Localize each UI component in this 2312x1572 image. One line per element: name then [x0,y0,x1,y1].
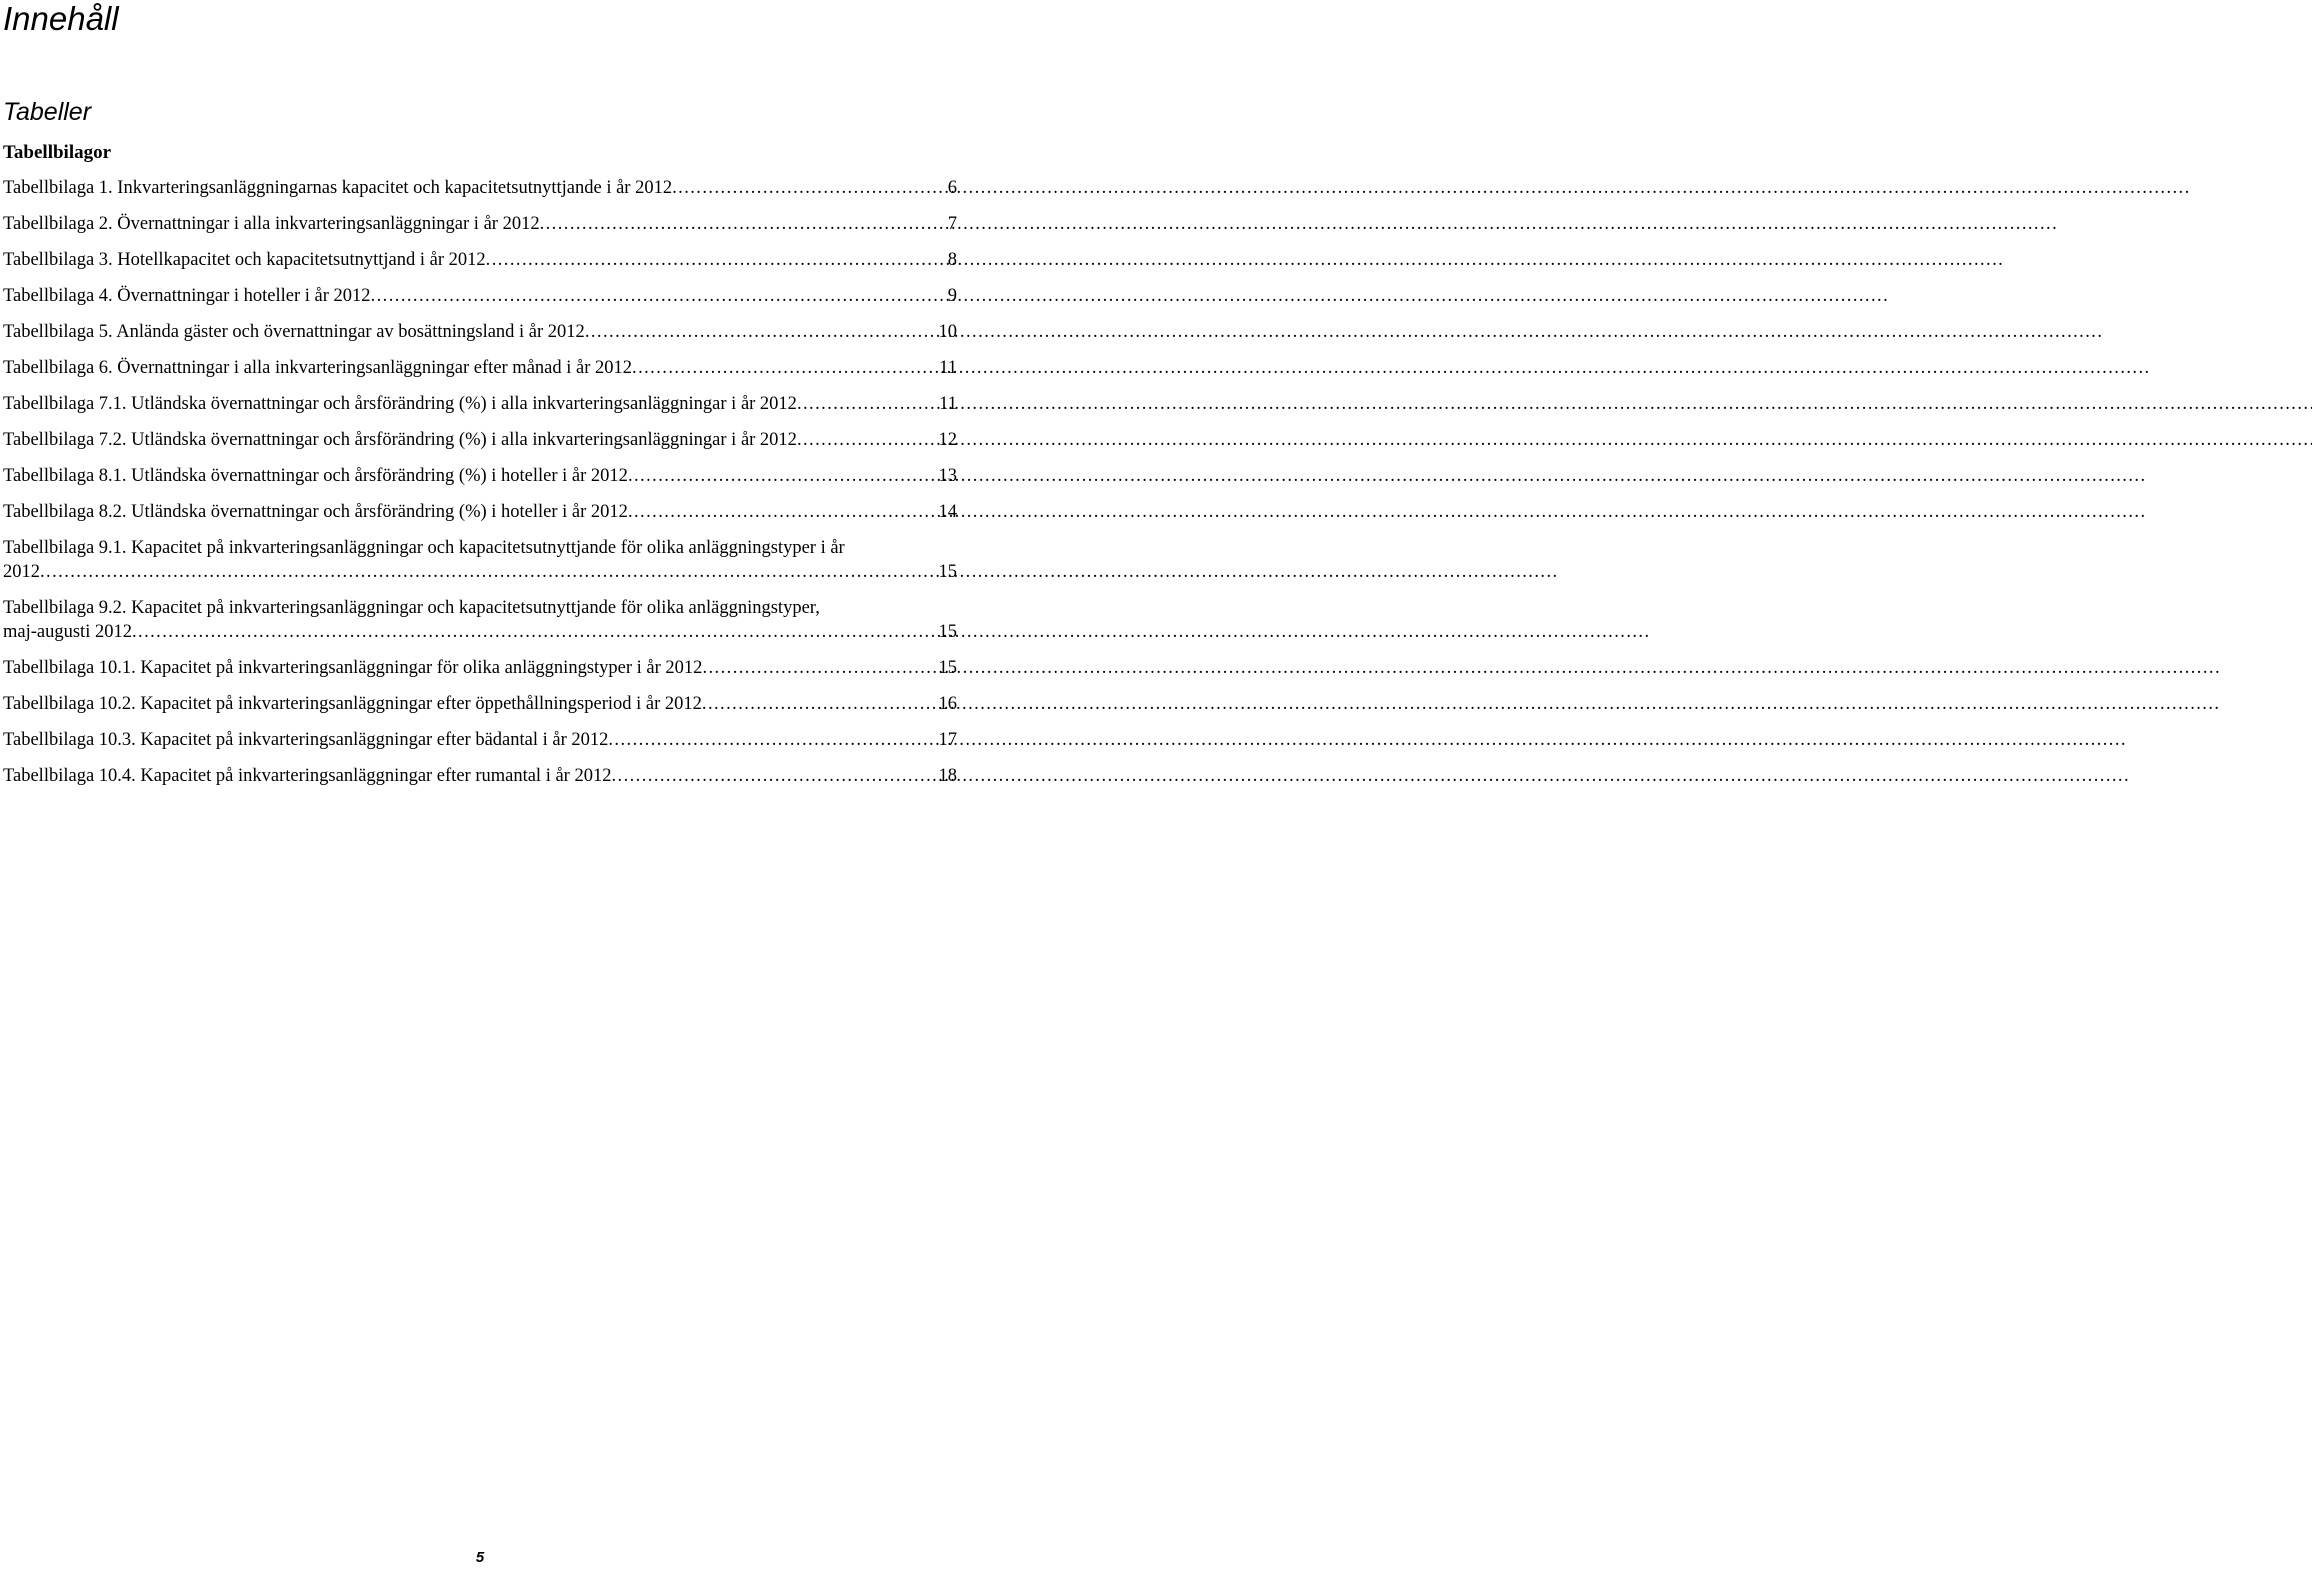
toc-entry-text: Tabellbilaga 4. Övernattningar i hoteller i år 2012 [3,286,371,306]
toc-page-number: 15 [938,622,957,642]
toc-page-number: 15 [938,658,957,678]
toc-entry[interactable] [3,692,957,716]
toc-entry-text: 2012 [3,562,40,582]
toc-entry-line [3,356,957,380]
toc-page-number: 16 [938,694,957,714]
toc-entry-line [3,176,957,200]
toc-entry[interactable] [3,596,957,644]
page-number: 5 [475,1549,485,1566]
toc-entry[interactable] [3,392,957,416]
dot-leader [797,392,939,416]
toc-entry[interactable] [3,284,957,308]
toc-entry-line [3,248,957,272]
toc-entry-text: Tabellbilaga 7.1. Utländska övernattningar och årsförändring (%) i alla inkvarteringsanläggningar i år 2012 [3,394,797,414]
toc-page-number: 13 [938,466,957,486]
toc-page-number: 7 [947,214,957,234]
toc-entry-line [3,656,957,680]
toc-entry[interactable] [3,464,957,488]
toc-entry-line [3,620,957,644]
toc-entry-text: Tabellbilaga 5. Anlända gäster och övernattningar av bosättningsland i år 2012 [3,322,585,342]
dot-leader [40,560,939,584]
dot-leader [628,464,939,488]
toc-page-number: 8 [947,250,957,270]
toc-entry-line [3,500,957,524]
toc-page-number: 18 [938,766,957,786]
dot-leader [486,248,948,272]
toc-entry-line [3,464,957,488]
dot-leader [585,320,939,344]
dot-leader [608,728,938,752]
toc-entry[interactable] [3,176,957,200]
toc-entry-line [3,764,957,788]
toc-entry[interactable] [3,500,957,524]
toc-entry-first-line: Tabellbilaga 9.2. Kapacitet på inkvarteringsanläggningar och kapacitetsutnyttjande för olika anläggningstyper, [3,598,820,618]
dot-leader [797,428,939,452]
dot-leader [702,692,939,716]
toc-page-number: 15 [938,562,957,582]
toc-entry[interactable] [3,356,957,380]
dot-leader [611,764,938,788]
toc-entry[interactable] [3,320,957,344]
toc-entry[interactable] [3,428,957,452]
toc-entry-line [3,284,957,308]
toc-entry-text: Tabellbilaga 3. Hotellkapacitet och kapacitetsutnyttjand i år 2012 [3,250,486,270]
toc-entry[interactable] [3,248,957,272]
section-heading: Tabeller [3,98,92,126]
group-heading: Tabellbilagor [3,142,112,163]
toc-entry-text: Tabellbilaga 8.1. Utländska övernattningar och årsförändring (%) i hoteller i år 2012 [3,466,628,486]
toc-entry-text: maj-augusti 2012 [3,622,132,642]
toc-entry-line [3,320,957,344]
dot-leader [628,500,939,524]
toc-entry[interactable] [3,764,957,788]
toc-entry[interactable] [3,728,957,752]
toc-entry-text: Tabellbilaga 10.2. Kapacitet på inkvarteringsanläggningar efter öppethållningsperiod i år 2012 [3,694,702,714]
toc-entry[interactable] [3,536,957,584]
page-title: Innehåll [3,0,119,37]
dot-leader [540,212,948,236]
toc-entry-line [3,560,957,584]
toc-entry-text: Tabellbilaga 2. Övernattningar i alla inkvarteringsanläggningar i år 2012 [3,214,540,234]
toc-entry-text: Tabellbilaga 6. Övernattningar i alla inkvarteringsanläggningar efter månad i år 2012 [3,358,633,378]
toc-page-number: 11 [939,358,957,378]
toc-page-number: 12 [938,430,957,450]
toc-page-number: 11 [939,394,957,414]
toc-entry[interactable] [3,656,957,680]
toc-entry-text: Tabellbilaga 10.1. Kapacitet på inkvarteringsanläggningar för olika anläggningstyper i år 2012 [3,658,703,678]
toc-entry-line [3,392,957,416]
toc-entry-line [3,212,957,236]
dot-leader [132,620,939,644]
toc-entry-text: Tabellbilaga 1. Inkvarteringsanläggningarnas kapacitet och kapacitetsutnyttjande i år 2012 [3,178,673,198]
toc-entry-text: Tabellbilaga 7.2. Utländska övernattningar och årsförändring (%) i alla inkvarteringsanläggningar i år 2012 [3,430,797,450]
toc-entry-line [3,692,957,716]
toc-page-number: 6 [947,178,957,198]
toc-entry-first-line: Tabellbilaga 9.1. Kapacitet på inkvarteringsanläggningar och kapacitetsutnyttjande för olika anläggningstyper i år [3,538,845,558]
toc-entry-line [3,728,957,752]
dot-leader [702,656,938,680]
toc-page-number: 17 [938,730,957,750]
toc-entry-line [3,428,957,452]
dot-leader [672,176,948,200]
toc-page-number: 10 [938,322,957,342]
dot-leader [632,356,939,380]
toc-entry-text: Tabellbilaga 10.3. Kapacitet på inkvarteringsanläggningar efter bädantal i år 2012 [3,730,609,750]
table-of-contents [3,176,957,800]
toc-page-number: 9 [947,286,957,306]
dot-leader [371,284,948,308]
toc-page-number: 14 [938,502,957,522]
toc-entry[interactable] [3,212,957,236]
toc-entry-text: Tabellbilaga 8.2. Utländska övernattningar och årsförändring (%) i hoteller i år 2012 [3,502,628,522]
toc-entry-text: Tabellbilaga 10.4. Kapacitet på inkvarteringsanläggningar efter rumantal i år 2012 [3,766,612,786]
